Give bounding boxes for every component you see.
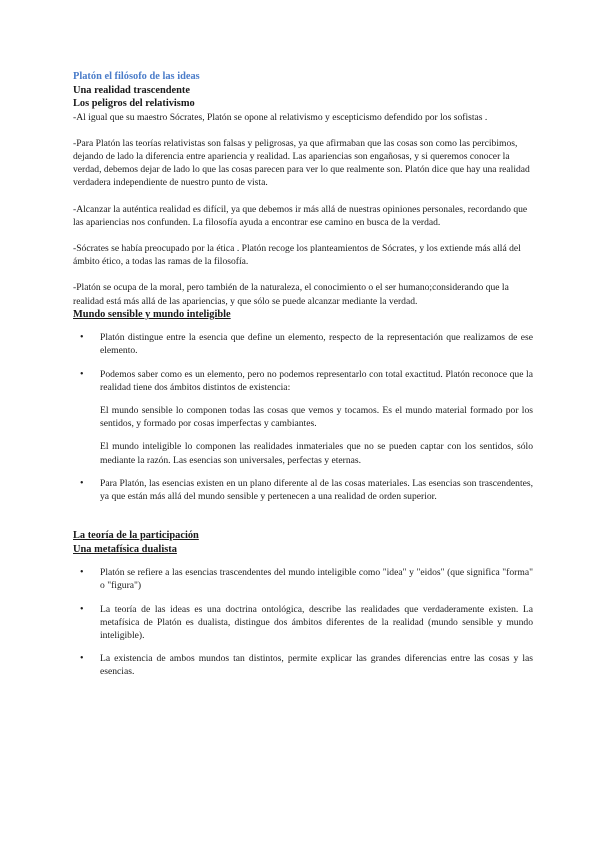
bullet-icon: • [80,603,84,615]
bullet-icon: • [80,368,84,380]
list-item-text: Para Platón, las esencias existen en un plano diferente al de las cosas materiales. Las esencias son trascendentes, ya que están más allá del mundo sensible y pertenecen a una realidad de orden superior. [100,477,533,503]
list-item [73,477,533,503]
heading-relativismo: Los peligros del relativismo [73,98,195,109]
list-item-text: Platón se refiere a las esencias trascendentes del mundo inteligible como "idea" y "eidos" (que significa "forma" o "figura") [100,567,533,592]
document-title: Platón el filósofo de las ideas [73,71,200,82]
document-page [73,70,533,679]
bullet-list-mundo [73,331,533,394]
sub-paragraph-inteligible: El mundo inteligible lo componen las realidades inmateriales que no se pueden captar con los sentidos, sólo mediante la razón. Las esencias son universales, perfectas y eternas. [100,441,533,466]
paragraph-5: -Platón se ocupa de la moral, pero también de la naturaleza, el conocimiento o el ser humano;considerando que la realidad está más allá de las apariencias, y que sólo se puede alcanzar mediante la verdad. [73,282,509,307]
list-item-text: La existencia de ambos mundos tan distintos, permite explicar las grandes diferencias entre las cosas y las esencias. [100,653,533,678]
list-item [73,566,533,592]
list-item-text: La teoría de las ideas es una doctrina ontológica, describe las realidades que verdaderamente existen. La metafísica de Platón es dualista, distingue dos ámbitos diferentes de la realidad (mundo sensible y mundo inteligible). [100,603,533,642]
list-item [73,331,533,357]
paragraph-1: -Al igual que su maestro Sócrates, Platón se opone al relativismo y escepticismo defendido por los sofistas . [73,111,488,123]
bullet-list-mundo-2 [73,477,533,503]
heading-realidad: Una realidad trascendente [73,84,190,96]
bullet-icon: • [80,567,84,579]
bullet-icon: • [80,332,84,344]
section-heading-metafisica: Una metafísica dualista [73,543,177,555]
section-heading-participacion: La teoría de la participación [73,530,199,542]
paragraph-3: -Alcanzar la auténtica realidad es difícil, ya que debemos ir más allá de nuestras opiniones personales, recordando que las apariencias nos confunden. La filosofía ayuda a encontrar ese camino en busca de la verdad. [73,203,528,228]
paragraph-4: -Sócrates se había preocupado por la ética . Platón recoge los planteamientos de Sócrates, y los extiende más allá del ámbito ético, a todas las ramas de la filosofía. [73,242,521,268]
list-item-text: Podemos saber como es un elemento, pero no podemos representarlo con total exactitud. Platón reconoce que la realidad tiene dos ámbitos distintos de existencia: [100,368,533,393]
list-item [73,652,533,678]
bullet-list-metafisica [73,566,533,678]
bullet-icon: • [80,477,84,489]
list-item [73,603,533,643]
section-heading-mundo: Mundo sensible y mundo inteligible [73,308,231,320]
paragraph-2: -Para Platón las teorías relativistas son falsas y peligrosas, ya que afirmaban que las cosas son como las percibimos, dejando de lado la diferencia entre apariencia y realidad. Las apariencias son engañosas, y si queremos conocer la verdad, debemos dejar de lado lo que las cosas parecen para ver lo que realmente son. Platón dice que hay una realidad verdadera independiente de nuestro punto de vista. [73,137,530,189]
bullet-icon: • [80,653,84,665]
list-item-text: Platón distingue entre la esencia que define un elemento, respecto de la representación que realizamos de ese elemento. [100,332,533,357]
list-item [73,368,533,394]
sub-paragraph-sensible: El mundo sensible lo componen todas las cosas que vemos y tocamos. Es el mundo material formado por los sentidos, y formado por cosas imperfectas y cambiantes. [100,405,533,430]
